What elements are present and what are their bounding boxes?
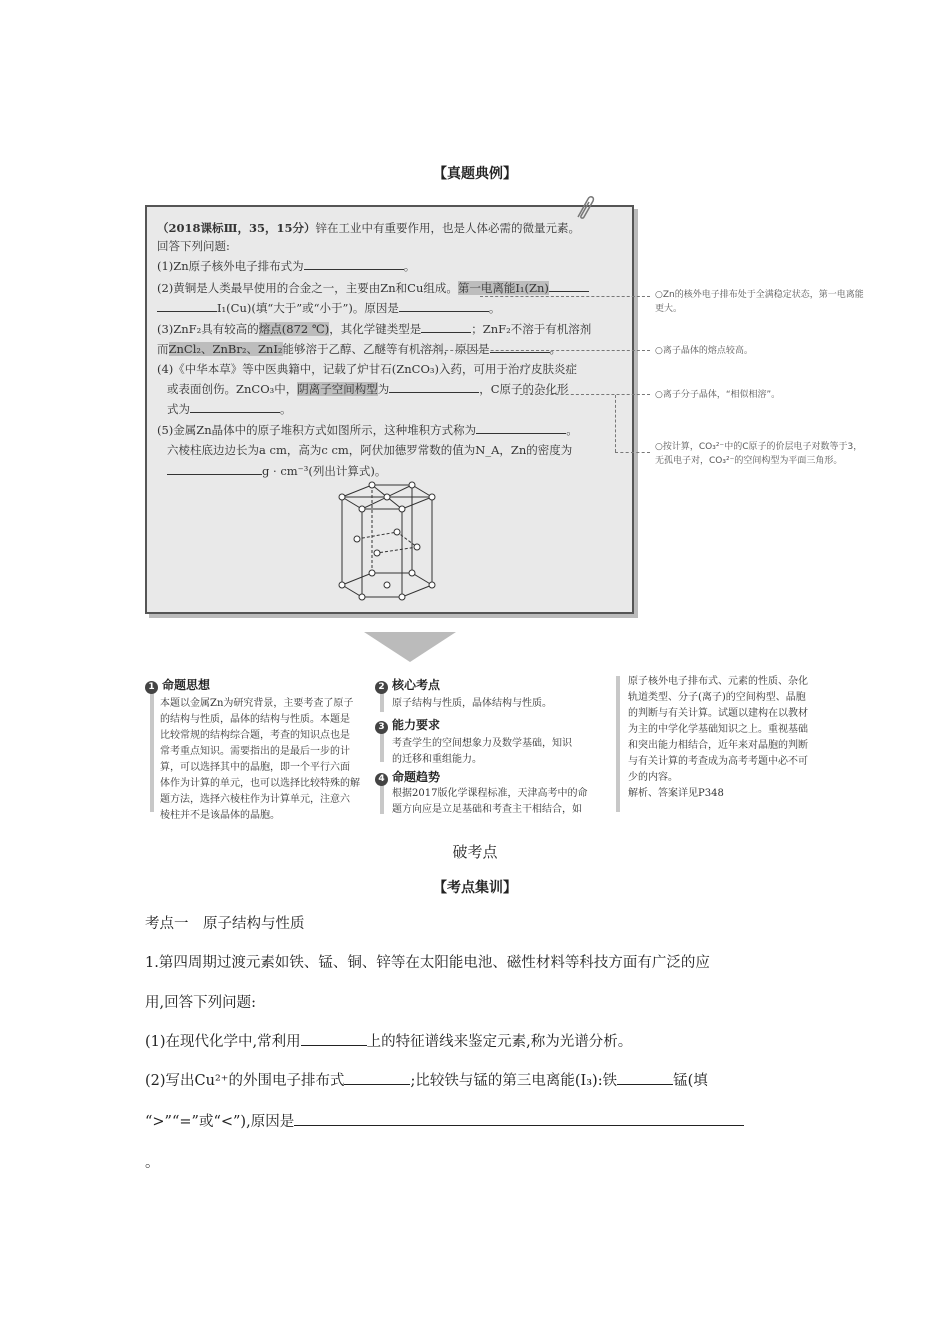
question-line-13: g · cm⁻³(列出计算式)。: [167, 462, 386, 480]
annotation-4: ○按计算，CO₃²⁻中的C原子的价层电子对数等于3，无孤电子对，CO₃²⁻的空间构型为平面三角形。: [655, 442, 863, 466]
q1-line-1: 1.第四周期过渡元素如铁、锰、铜、锌等在太阳能电池、磁性材料等科技方面有广泛的应: [145, 955, 710, 971]
question-line-1: （2018课标Ⅲ，35，15分）锌在工业中有重要作用，也是人体必需的微量元素。: [157, 221, 581, 235]
section-4-title: 4 命题趋势: [375, 768, 440, 786]
question-card: [145, 205, 634, 614]
answer-blank[interactable]: [294, 1110, 744, 1126]
section-3-text: 考查学生的空间想象力及数学基础，知识 的迁移和重组能力。: [392, 738, 572, 765]
annotation-2: ○离子晶体的熔点较高。: [655, 346, 753, 356]
question-line-6: (3)ZnF₂具有较高的熔点(872 ℃)，其化学键类型是 ；ZnF₂不溶于有机溶剂: [157, 322, 592, 336]
connector-line-5: [615, 395, 616, 452]
question-line-4: (2)黄铜是人类最早使用的合金之一，主要由Zn和Cu组成。第一电离能I₁(Zn): [157, 279, 589, 297]
divider-bar: [380, 732, 384, 762]
section-1-title: 1 命题思想: [145, 676, 210, 694]
question-line-5: I₁(Cu)(填“大于”或“小于”)。原因是 。: [157, 299, 500, 317]
question-line-12: 六棱柱底边边长为a cm，高为c cm，阿伏加德罗常数的值为N_A，Zn的密度为: [167, 443, 573, 457]
section-2-title: 2 核心考点: [375, 676, 440, 694]
q1-part-3: “>”“=”或“<”),原因是: [145, 1110, 744, 1133]
question-line-9: 或表面创伤。ZnCO₃中，阴离子空间构型为 ，C原子的杂化形: [167, 382, 569, 396]
section-3-title: 3 能力要求: [375, 716, 440, 734]
part-subheading: 【考点集训】: [433, 880, 517, 896]
connector-line-1: [480, 296, 650, 297]
divider-bar: [150, 692, 154, 812]
question-line-2: 回答下列问题:: [157, 239, 230, 253]
section-2-text: 原子结构与性质，晶体结构与性质。: [392, 698, 552, 709]
answer-blank[interactable]: [344, 1069, 410, 1085]
divider-bar: [380, 692, 384, 712]
part-heading: 破考点: [452, 843, 498, 861]
question-line-11: (5)金属Zn晶体中的原子堆积方式如图所示，这种堆积方式称为 。: [157, 423, 578, 437]
topic-title: 考点一 原子结构与性质: [145, 916, 305, 932]
connector-line-4: [615, 452, 650, 453]
q1-part-4: 。: [145, 1155, 160, 1171]
question-line-7: 而ZnCl₂、ZnBr₂、ZnI₂能够溶于乙醇、乙醚等有机溶剂，原因是 。: [157, 342, 561, 356]
annotation-3: ○离子分子晶体，“相似相溶”。: [655, 390, 781, 400]
divider-bar: [616, 676, 620, 812]
section-5-text: 原子核外电子排布式、元素的性质、杂化 轨道类型、分子(离子)的空间构型、晶胞 的判断与有关计算。试题以建构在以教材 为主的中学化学基础知识之上。重视基础 和突出能力相结合，近年来对晶胞的判断 与有关计算的考查成为高考考题中必不可 少的内容。 解析、答案详见P348: [628, 676, 808, 799]
answer-blank[interactable]: [617, 1069, 673, 1085]
q1-part-2: (2)写出Cu²⁺的外围电子排布式 ;比较铁与锰的第三电离能(I₃):铁 锰(填: [145, 1069, 708, 1092]
connector-line-3: [520, 394, 650, 395]
paperclip-icon: [572, 193, 596, 221]
section-4-text: 根据2017版化学课程标准，天津高考中的命 题方向应是立足基础和考查主干相结合，如: [392, 788, 588, 815]
question-line-3: (1)Zn原子核外电子排布式为 。: [157, 259, 416, 273]
divider-bar: [380, 784, 384, 814]
connector-line-2: [420, 350, 650, 351]
section-1-text: 本题以金属Zn为研究背景，主要考查了原子 的结构与性质，晶体的结构与性质。本题是 比较常规的结构综合题，考查的知识点也是 常考重点知识。需要指出的是最后一步的计 算，可以选择其中的晶胞，即一个平行六面 体作为计算的单元，也可以选择比较特殊的解 题方法，选择六棱柱作为计算单元，注意六 棱柱并不是该晶体的晶胞。: [160, 698, 360, 821]
answer-blank[interactable]: [301, 1030, 367, 1046]
annotation-1: ○Zn的核外电子排布处于全满稳定状态，第一电离能更大。: [655, 290, 864, 314]
question-line-10: 式为 。: [167, 402, 292, 416]
section-title: 【真题典例】: [433, 166, 517, 182]
down-arrow-icon: [364, 632, 456, 662]
crystal-structure-diagram: [322, 477, 442, 607]
q1-part-1: (1)在现代化学中,常利用 上的特征谱线来鉴定元素,称为光谱分析。: [145, 1030, 632, 1053]
q1-line-2: 用,回答下列问题:: [145, 995, 256, 1011]
question-line-8: (4)《中华本草》等中医典籍中，记载了炉甘石(ZnCO₃)入药，可用于治疗皮肤炎症: [157, 362, 577, 376]
